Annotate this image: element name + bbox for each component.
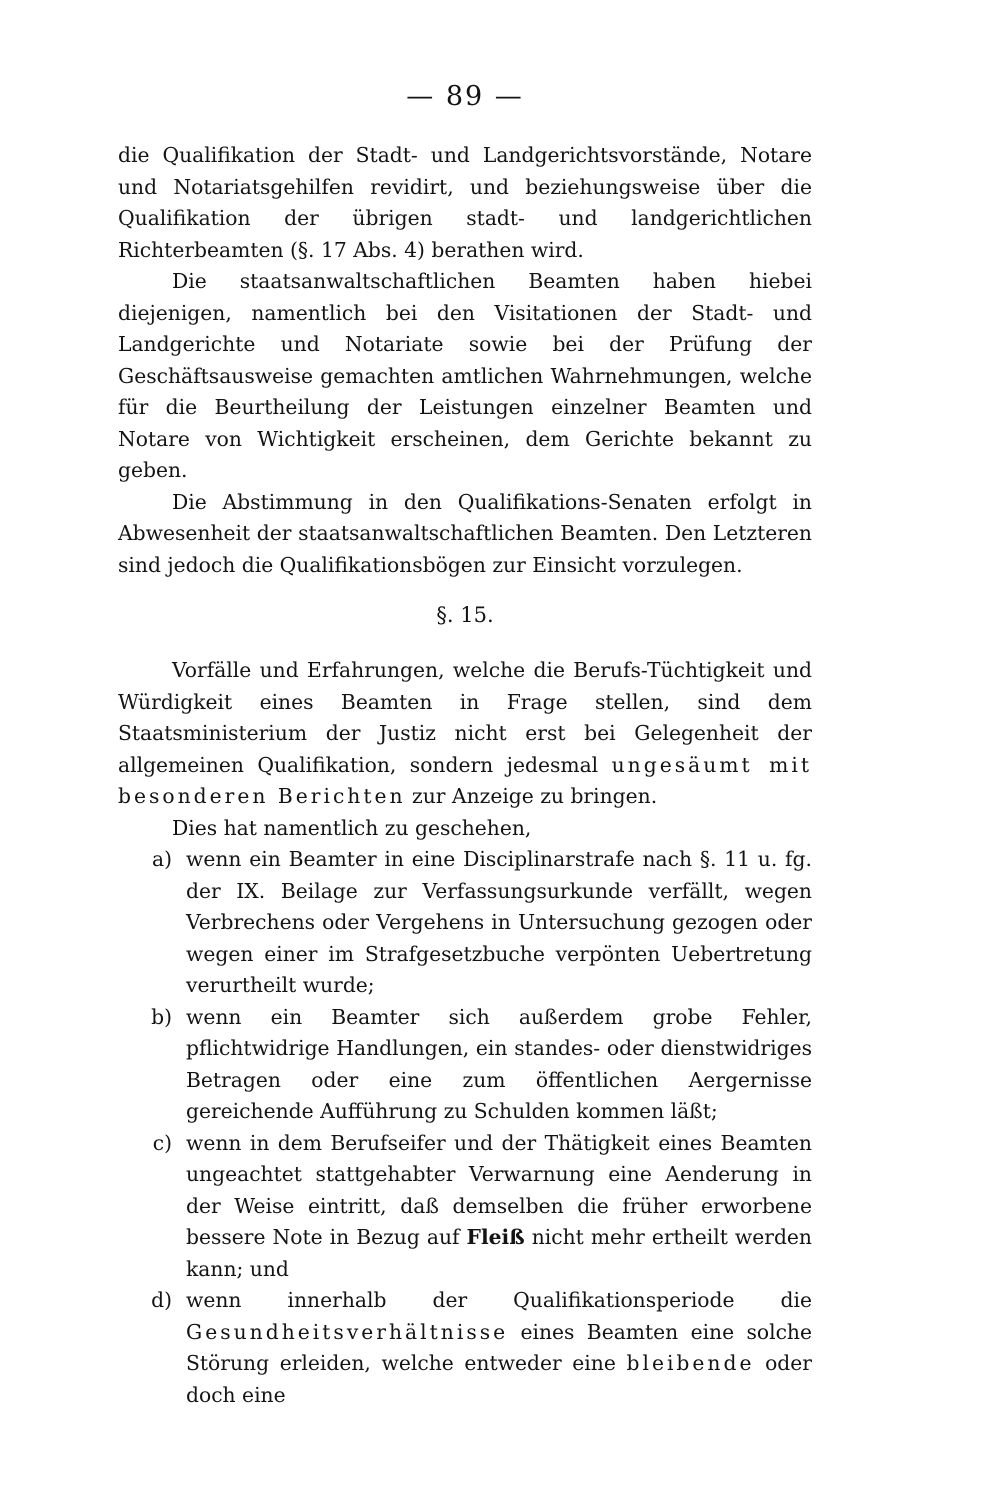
list-text-mid: eines Beamten eine solche Störung erleiden, welche entweder eine <box>186 1319 812 1375</box>
paragraph-continuation: die Qualifikation der Stadt- und Landgerichtsvorstände, Notare und Notariatsgehilfen revidirt, und beziehungsweise über die Qualifikation der übrigen stadt- und landgerichtlichen Richterbeamten (§. 17 Abs. 4) berathen wird. <box>118 143 812 262</box>
section-paragraph <box>118 655 812 813</box>
list-text-pre: wenn innerhalb der Qualifikationsperiode die <box>186 1288 812 1312</box>
paragraph-prosecutors: Die staatsanwaltschaftlichen Beamten haben hiebei diejenigen, namentlich bei den Visitationen der Stadt- und Landgerichte und Notariate sowie bei der Prüfung der Geschäftsausweise gemachten amtlichen Wahrnehmungen, welche für die Beurtheilung der Leistungen einzelner Beamten und Notare von Wichtigkeit erscheinen, dem Gerichte bekannt zu geben. <box>118 269 812 482</box>
list-marker: a) <box>151 847 172 871</box>
paragraph-voting: Die Abstimmung in den Qualifikations-Senaten erfolgt in Abwesenheit der staatsanwaltschaftlichen Beamten. Den Letzteren sind jedoch die Qualifikationsbögen zur Einsicht vorzulegen. <box>118 489 812 577</box>
list-text-post: nicht mehr ertheilt werden kann; und <box>186 1225 812 1281</box>
list-text: wenn ein Beamter sich außerdem grobe Fehler, pflichtwidrige Handlungen, ein standes- oder dienstwidriges Betragen oder eine zum öffentlichen Aergernisse gereichende Aufführung zu Schulden kommen läßt; <box>186 1004 812 1123</box>
list-item-c <box>118 1128 812 1286</box>
list-text: wenn ein Beamter in eine Disciplinarstrafe nach §. 11 u. fg. der IX. Beilage zur Verfassungsurkunde verfällt, wegen Verbrechens oder Vergehens in Untersuchung gezogen oder wegen einer im Strafgesetzbuche verpönten Uebertretung verurtheilt wurde; <box>186 847 812 997</box>
list-item-d <box>118 1285 812 1411</box>
list-text-bold: Fleiß <box>466 1225 525 1249</box>
section-paragraph-spaced: ungesäumt mit besonderen Berichten <box>118 752 812 808</box>
document-page <box>118 76 812 1411</box>
section-paragraph-part2: zur Anzeige zu bringen. <box>405 784 658 808</box>
list-marker: b) <box>151 1004 172 1029</box>
list-intro: Dies hat namentlich zu geschehen, <box>172 815 532 840</box>
section-paragraph-part1: Vorfälle und Erfahrungen, welche die Berufs-Tüchtigkeit und Würdigkeit eines Beamten in Frage stellen, sind dem Staatsministerium der Justiz nicht erst bei Gelegenheit der allgemeinen Qualifikation, sondern jedesmal <box>118 658 812 777</box>
list-text-spaced: bleibende <box>626 1351 755 1375</box>
list-item-a <box>118 844 812 1002</box>
section-heading: §. 15. <box>436 603 494 627</box>
list-text <box>186 1128 812 1286</box>
conditions-list <box>118 844 812 1411</box>
list-marker: d) <box>151 1288 172 1312</box>
list-marker: c) <box>152 1130 172 1155</box>
list-item-b <box>118 1002 812 1128</box>
list-text <box>186 1285 812 1411</box>
page-number: — 89 — <box>406 81 524 112</box>
list-text-spaced: Gesundheitsverhältnisse <box>186 1319 509 1344</box>
list-text-post: oder doch eine <box>186 1351 812 1407</box>
list-text-pre: wenn in dem Berufseifer und der Thätigkeit eines Beamten ungeachtet stattgehabter Verwarnung eine Aenderung in der Weise eintritt, daß demselben die früher erworbene bessere Note in Bezug auf <box>186 1130 812 1249</box>
